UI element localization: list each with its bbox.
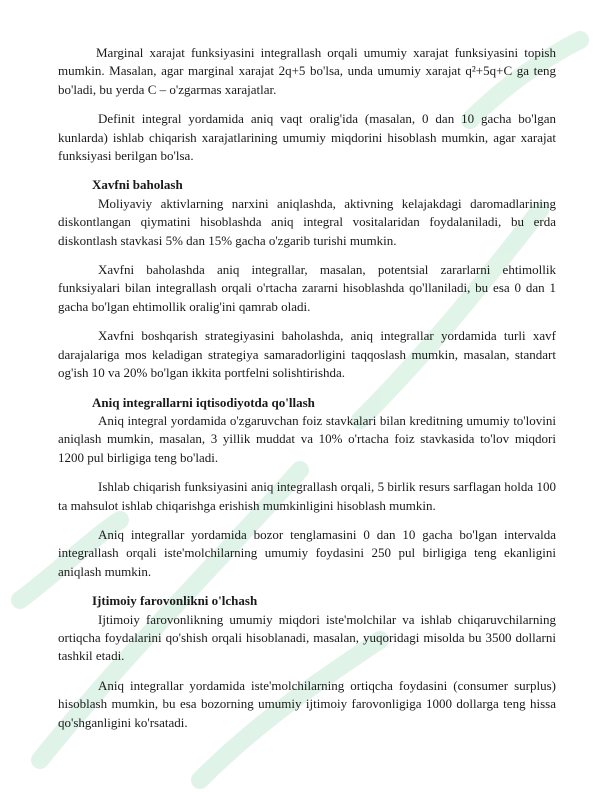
document-page [58,44,556,743]
paragraph: Ishlab chiqarish funksiyasini aniq integrallash orqali, 5 birlik resurs sarflagan holda 100 ta mahsulot ishlab chiqarishga erishish mumkinligini hisoblash mumkin. [58,479,556,513]
paragraph: Aniq integrallar yordamida iste'molchilarning ortiqcha foydasini (consumer surplus) hisoblash mumkin, bu esa bozorning umumiy ijtimoiy farovonligiga 1000 dollarga teng hissa qo'shganligini ko'rsatadi. [58,677,556,730]
paragraph: Ijtimoiy farovonlikning umumiy miqdori iste'molchilar va ishlab chiqaruvchilarning ortiqcha foydalarini qo'shish orqali hisoblanadi, masalan, yuqoridagi misolda bu 3500 dollarni tashkil etadi. [58,611,556,664]
paragraph: Moliyaviy aktivlarning narxini aniqlashda, aktivning kelajakdagi daromadlarining diskontlangan qiymatini hisoblashda aniq integral vositalaridan foydalaniladi, bu erda diskontlash stavkasi 5% dan 15% gacha o'zgarib turishi mumkin. [58,195,556,248]
section-heading: Ijtimoiy farovonlikni o'lchash [92,593,258,609]
section-heading: Aniq integrallarni iqtisodiyotda qo'llash [92,394,315,410]
paragraph: Marginal xarajat funksiyasini integrallash orqali umumiy xarajat funksiyasini topish mumkin. Masalan, agar marginal xarajat 2q+5 bo'lsa, unda umumiy xarajat q²+5q+C ga teng bo'ladi, bu yerda C – o'zgarmas xarajatlar. [58,45,556,97]
paragraph: Aniq integrallar yordamida bozor tenglamasini 0 dan 10 gacha bo'lgan intervalda integrallash orqali iste'molchilarning umumiy foydasini 250 pul birligiga teng ekanligini aniqlash mumkin. [58,526,556,579]
paragraph: Xavfni baholashda aniq integrallar, masalan, potentsial zararlarni ehtimollik funksiyalari bilan integrallash orqali o'rtacha zararni hisoblashda qo'llaniladi, bu esa 0 dan 1 gacha bo'lgan ehtimollik oralig'ini qamrab oladi. [58,262,556,314]
paragraph: Definit integral yordamida aniq vaqt oralig'ida (masalan, 0 dan 10 gacha bo'lgan kunlarda) ishlab chiqarish xarajatlarining umumiy miqdorini hisoblash mumkin, agar xarajat funksiyasi berilgan bo'lsa. [58,111,556,164]
paragraph: Aniq integral yordamida o'zgaruvchan foiz stavkalari bilan kreditning umumiy to'lovini aniqlash mumkin, masalan, 3 yillik muddat va 10% o'rtacha foiz stavkasida to'lov miqdori 1200 pul birligiga teng bo'ladi. [58,412,556,465]
paragraph: Xavfni boshqarish strategiyasini baholashda, aniq integrallar yordamida turli xavf darajalariga mos keladigan strategiya samaradorligini taqqoslash mumkin, masalan, standart og'ish 10 va 20% bo'lgan ikkita portfelni solishtirishda. [58,328,556,381]
section-heading: Xavfni baholash [92,177,183,193]
